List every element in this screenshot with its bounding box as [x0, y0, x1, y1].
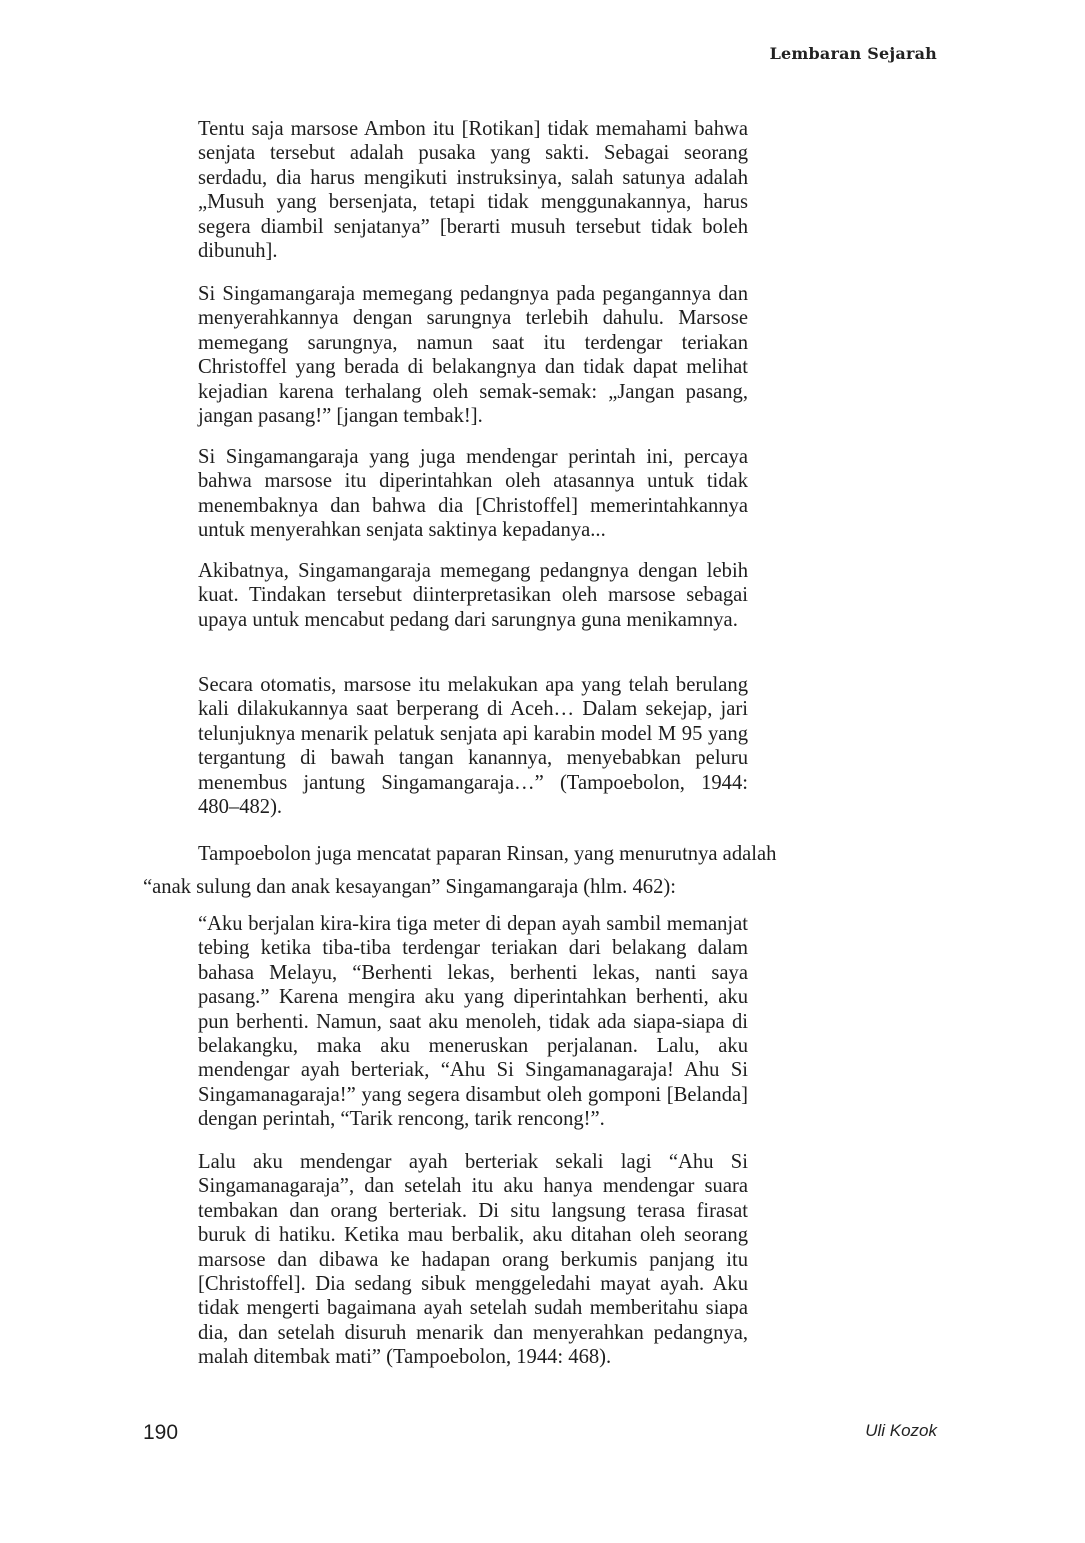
running-head: Lembaran Sejarah	[769, 44, 937, 63]
body-paragraph	[143, 838, 803, 904]
quote1-paragraph-3: Si Singamangaraja yang juga mendengar perintah ini, percaya bahwa marsose itu diperintahkan oleh atasannya untuk tidak menembaknya dan bahwa dia [Christoffel] memerintahkannya untuk menyerahkan senjata saktinya kepadanya...	[198, 446, 748, 542]
quote1-paragraph-1: Tentu saja marsose Ambon itu [Rotikan] tidak memahami bahwa senjata tersebut adalah pusaka yang sakti. Sebagai seorang serdadu, dia harus mengikuti instruksinya, salah satunya adalah „Musuh yang bersenjata, tetapi tidak menggunakannya, harus segera diambil senjatanya” [berarti musuh tersebut tidak boleh dibunuh].	[198, 118, 748, 263]
author-name: Uli Kozok	[865, 1421, 937, 1440]
quote1-paragraph-4: Akibatnya, Singamangaraja memegang pedangnya dengan lebih kuat. Tindakan tersebut diinterpretasikan oleh marsose sebagai upaya untuk mencabut pedang dari sarungnya guna menikamnya.	[198, 560, 748, 631]
quote2-paragraph-1: “Aku berjalan kira-kira tiga meter di depan ayah sambil memanjat tebing ketika tiba-tiba terdengar teriakan dari belakang dalam bahasa Melayu, “Berhenti lekas, berhenti lekas, nanti saya pasang.” Karena mengira aku yang diperintahkan berhenti, aku pun berhenti. Namun, saat aku menoleh, tidak ada siapa-siapa di belakangku, maka aku meneruskan perjalanan. Lalu, aku mendengar ayah berteriak, “Ahu Si Singamanagaraja! Ahu Si Singamanagaraja!” yang segera disambut oleh gomponi [Belanda] dengan perintah, “Tarik rencong, tarik rencong!”.	[198, 913, 748, 1131]
quote2-paragraph-2: Lalu aku mendengar ayah berteriak sekali lagi “Ahu Si Singamanagaraja”, dan setelah itu aku hanya mendengar suara tembakan dan orang berteriak. Di situ langsung terasa firasat buruk di hatiku. Ketika mau berbalik, aku ditahan oleh seorang marsose dan dibawa ke hadapan orang berkumis panjang itu [Christoffel]. Dia sedang sibuk menggeledahi mayat ayah. Aku tidak mengerti bagaimana ayah setelah sudah memberitahu siapa dia, dan setelah disuruh menarik dan menyerahkan pedangnya, malah ditembak mati” (Tampoebolon, 1944: 468).	[198, 1151, 748, 1369]
quote1-paragraph-2: Si Singamangaraja memegang pedangnya pada pegangannya dan menyerahkannya dengan sarungnya terlebih dahulu. Marsose memegang sarungnya, namun saat itu terdengar teriakan Christoffel yang berada di belakangnya dan tidak dapat melihat kejadian karena terhalang oleh semak-semak: „Jangan pasang, jangan pasang!” [jangan tembak!].	[198, 283, 748, 428]
page-number: 190	[143, 1421, 179, 1444]
body-paragraph-text: Tampoebolon juga mencatat paparan Rinsan, yang menurutnya adalah “anak sulung dan anak kesayangan” Singamangaraja (hlm. 462):	[143, 843, 777, 898]
quote1-paragraph-5: Secara otomatis, marsose itu melakukan apa yang telah berulang kali dilakukannya saat berperang di Aceh… Dalam sekejap, jari telunjuknya menarik pelatuk senjata api karabin model M 95 yang tergantung di bawah tangan kanannya, menyebabkan peluru menembus jantung Singamangaraja…” (Tampoebolon, 1944: 480–482).	[198, 674, 748, 819]
